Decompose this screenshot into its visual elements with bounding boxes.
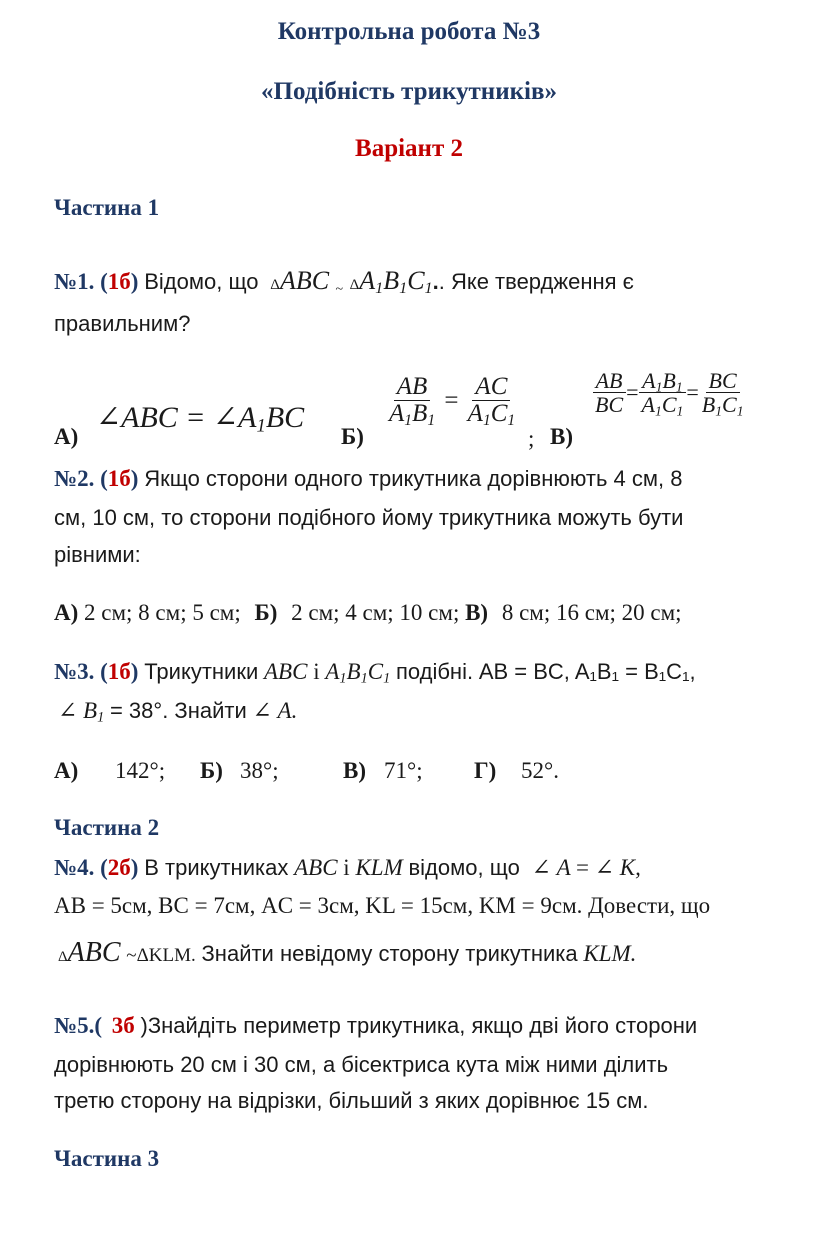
q2-option-b: 2 см; 4 см; 10 см; xyxy=(291,600,460,625)
q4-similarity-formula: ΔABC xyxy=(58,937,121,968)
q4-text-line1: В трикутниках xyxy=(144,855,289,880)
variant-label: Варіант 2 xyxy=(355,135,463,162)
q4-line2: AB = 5см, BC = 7см, AC = 3см, KL = 15см, KM = 9см. Довести, що xyxy=(54,893,711,918)
q5-line2: дорівнюють 20 см і 30 см, а бісектриса кута між ними ділить xyxy=(54,1052,669,1077)
q5-line3: третю сторону на відрізки, більший з яких дорівнює 15 см. xyxy=(54,1088,649,1113)
q4-text-known: відомо, що xyxy=(408,855,520,880)
q2-line1: №2. (1б) Якщо сторони одного трикутника дорівнюють 4 см, 8 xyxy=(54,466,683,491)
q3-option-g-value: 52°. xyxy=(521,758,559,783)
q1-number: №1. xyxy=(54,269,95,294)
q1-points: 1б xyxy=(107,269,131,294)
q3-option-b-value: 38°; xyxy=(240,758,279,783)
q1-option-b-formula: $\frac{AB}{A_1B_1}$ = $\frac{AC}{A_1C_1}$ xyxy=(389,373,516,430)
q5-number: №5.( xyxy=(54,1013,103,1038)
angle-icon: ∠ xyxy=(594,855,614,880)
part2-heading: Частина 2 xyxy=(54,815,160,840)
q3-text-triangles: Трикутники xyxy=(144,659,259,684)
q4-line1: №4. (2б) В трикутниках ABC і KLM відомо, що ∠ A = ∠ K, xyxy=(54,855,641,880)
q3-option-v-value: 71°; xyxy=(384,758,423,783)
page-title: Контрольна робота №3 xyxy=(277,18,541,45)
q2-points: 1б xyxy=(107,466,131,491)
q2-number: №2. xyxy=(54,466,95,491)
q2-option-v: 8 см; 16 см; 20 см; xyxy=(501,600,682,625)
q5-line1 xyxy=(54,1013,697,1039)
q2-line2: см, 10 см, то сторони подібного йому трикутника можуть бути xyxy=(54,505,684,530)
q4-points: 2б xyxy=(107,855,131,880)
q5-points: 3б xyxy=(111,1013,135,1038)
angle-icon: ∠ xyxy=(252,698,272,723)
q3-text-eq: AB = BC, A₁B₁ = B₁C₁, xyxy=(478,659,696,684)
q1-line1: №1. (1б) Відомо, що ΔABC ~ $\Delta A_1B_1C_1$.. Яке твердження є xyxy=(54,266,634,298)
q4-text-line3: Знайти невідому сторону трикутника xyxy=(201,941,578,966)
q3-angle-a: A. xyxy=(277,698,298,723)
q1-semicolon: ; xyxy=(528,426,535,451)
part1-heading: Частина 1 xyxy=(54,195,160,220)
q3-text-similar: подібні. xyxy=(395,659,474,684)
q2-options xyxy=(54,600,682,626)
angle-icon: ∠ xyxy=(531,855,551,880)
q3-triangle-a1b1c1: $A_1B_1C_1$ xyxy=(325,659,391,687)
q1-option-v-label: В) xyxy=(550,424,573,449)
q2-line3: рівними: xyxy=(54,542,141,567)
q3-option-g-label: Г) xyxy=(474,758,497,783)
q1-option-a-label: А) xyxy=(54,424,79,449)
q2-option-a: 2 см; 8 см; 5 см; xyxy=(84,600,241,625)
q5-text-line1: )Знайдіть периметр трикутника, якщо дві його сторони xyxy=(140,1013,698,1038)
q4-triangle-klm-end: KLM. xyxy=(583,941,637,966)
q3-option-v-label: В) xyxy=(343,758,366,783)
q1-option-v-formula: $\frac{AB}{BC}$ = $\frac{A_1B_1}{A_1C_1}$ = $\frac{BC}{B_1C_1}$ xyxy=(592,369,747,416)
q2-option-b-label: Б) xyxy=(254,600,278,625)
q3-triangle-abc: ABC xyxy=(264,659,308,684)
q3-angle-b1: $B_1$ xyxy=(83,698,105,726)
q1-option-a-formula: ∠ABC = $\angle A_1BC$ xyxy=(96,401,305,437)
q3-option-b-label: Б) xyxy=(200,758,223,783)
q4-angle-k: K, xyxy=(619,855,641,880)
q3-text-and: і xyxy=(313,659,320,684)
q4-number: №4. xyxy=(54,855,95,880)
q3-option-a xyxy=(54,758,78,784)
q3-angle-text: = 38°. Знайти xyxy=(109,698,247,723)
q4-line3: ΔABC ~ΔKLM. Знайти невідому сторону трикутника KLM. xyxy=(58,937,637,968)
q1-similarity-formula: ΔABC ~ $\Delta A_1B_1C_1$ xyxy=(270,266,433,298)
q1-text-before: Відомо, що xyxy=(144,269,259,294)
q1-text-after: . Яке твердження є xyxy=(438,269,634,294)
q3-line1: №3. (1б) Трикутники ABC і $A_1B_1C_1$ подібні. AB = BC, A₁B₁ = B₁C₁, xyxy=(54,659,696,687)
page-subtitle: «Подібність трикутників» xyxy=(261,78,557,105)
q2-option-v-label: В) xyxy=(465,600,489,625)
q2-text-line1: Якщо сторони одного трикутника дорівнюють 4 см, 8 xyxy=(144,466,683,491)
q3-line2 xyxy=(58,698,297,724)
q4-triangle-abc: ABC xyxy=(294,855,338,880)
q4-text-and: і xyxy=(343,855,350,880)
q3-option-a-label: А) xyxy=(54,758,79,783)
angle-icon: ∠ xyxy=(58,698,78,723)
part3-heading: Частина 3 xyxy=(54,1146,160,1171)
q2-option-a-label: А) xyxy=(54,600,79,625)
q4-angle-eq: A = xyxy=(556,855,589,880)
q3-option-a-value: 142°; xyxy=(115,758,166,783)
q4-triangle-klm: KLM xyxy=(355,855,403,880)
q1-option-b-label: Б) xyxy=(341,424,364,449)
q3-points: 1б xyxy=(107,659,131,684)
q1-line2: правильним? xyxy=(54,311,191,336)
q3-number: №3. xyxy=(54,659,95,684)
